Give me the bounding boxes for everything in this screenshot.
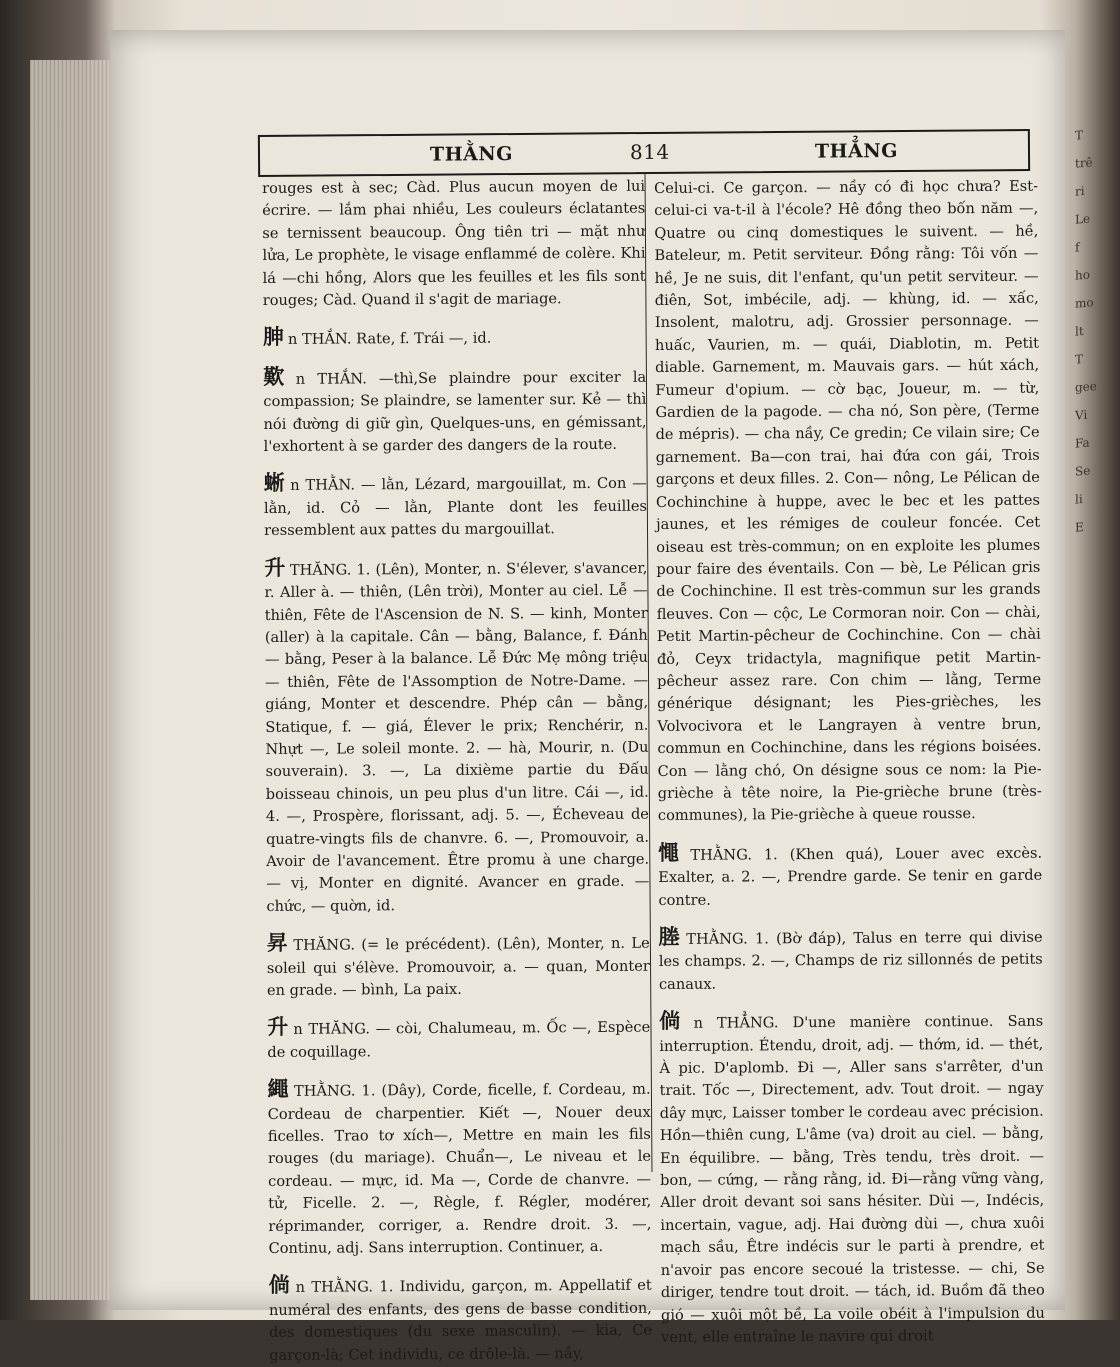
dictionary-entry	[658, 839, 1042, 912]
dictionary-entry	[267, 1076, 651, 1261]
dictionary-entry	[264, 470, 647, 543]
page-edges	[30, 60, 120, 1300]
entry-character: 升	[267, 1014, 290, 1040]
entry-character: 塍	[658, 923, 683, 949]
entry-text: n THẰNG. 1. Individu, garçon, m. Appellatif et numéral des enfants, des gens de basse condition, des domestiques (du sexe masculin). — kia, Ce garçon-là; Cet individu, ce drôle-là. — nầy,	[268, 1277, 653, 1364]
entry-text: rouges est à sec; Càd. Plus aucun moyen de lui écrire. — lắm phai nhiều, Les couleurs éclatantes se ternissent beaucoup. Ông tiên tri — mặt như lửa, Le prophète, le visage enflammé de colère. Khi lá —chi hồng, Alors que les feuilles et les fils sont rouges; Càd. Quand il s'agit de mariage.	[262, 177, 646, 310]
entry-character: 憴	[658, 839, 687, 865]
margin-fragment: Le	[1075, 211, 1091, 227]
entry-character: 歎	[263, 363, 292, 389]
entry-text: THẰNG. 1. (Khen quá), Louer avec excès. Exalter, a. 2. —, Prendre garde. Se tenir en garde contre.	[658, 844, 1043, 909]
entry-text: THẰNG. 1. (Dây), Corde, ficelle, f. Cordeau, m. Cordeau de charpentier. Kiết —, Nouer deux ficelles. Trao tơ xích—, Mettre en main les fils rouges (du mariage). Chuẩn—, Le niveau et le cordeau. — mực, id. Ma —, Corde de chanvre. — tử, Ficelle. 2. —, Règle, f. Régler, modérer, réprimander, corriger, a. Rendre droit. 3. —, Continu, adj. Sans interruption. Continuer, a.	[267, 1080, 652, 1258]
entry-text: THẰNG. 1. (Bờ đáp), Talus en terre qui divise les champs. 2. —, Champs de riz sillonnés de petits canaux.	[658, 928, 1043, 993]
dictionary-entry	[659, 924, 1043, 997]
dictionary-entry	[659, 1008, 1045, 1349]
entry-character: 昇	[266, 930, 290, 956]
entry-text: n THẮN. Rate, f. Trái —, id.	[287, 330, 492, 349]
dictionary-entry	[263, 364, 647, 459]
margin-fragment: ri	[1075, 183, 1085, 199]
entry-text: n THẲNG. D'une manière continue. Sans interruption. Étendu, droit, adj. — thớm, id. — thét, À pic. D'aplomb. Đi —, Aller sans s'arrêter, d'un trait. Tốc —, Directement, adv. Tout droit. — ngay dây mực, Laisser tomber le cordeau avec précision. Hồn—thiên cung, L'âme (va) droit au ciel. — bằng, En équilibre. — bằng, Très tendu, très droit. — bon, — cứng, — rằng rằng, id. Đi—rằng vững vàng, Aller droit devant soi sans hésiter. Dùi —, Indécis, incertain, vague, adj. Hai đường dùi —, chưa xuôi mạch sầu, Être indécis sur le parti à prendre, et n'avoir pas encore secoué la tristesse. — chi, Se diriger, tendre tout droit. — tách, id. Buồm đã theo gió — xuôi một bề, La voile obéit à l'impulsion du vent, elle entraîne le navire qui droit	[659, 1012, 1045, 1346]
margin-fragment: Vi	[1075, 407, 1088, 423]
margin-fragment: Se	[1075, 463, 1091, 479]
page-header	[258, 129, 1030, 177]
margin-fragment: lt	[1075, 323, 1084, 339]
page-number: 814	[629, 139, 670, 165]
margin-fragment: f	[1075, 240, 1080, 255]
margin-fragment: li	[1075, 492, 1083, 507]
entry-character: 升	[264, 554, 286, 580]
entry-character: 繩	[267, 1076, 291, 1102]
entry-text: n THẮN. —thì,Se plaindre pour exciter la compassion; Se plaindre, se lamenter sur. Kẻ — thì nói đường di giữ gìn, Quelques-uns, en gémissant, l'exhortent à se garder des dangers de la route.	[263, 368, 647, 456]
entry-text: Celui-ci. Ce garçon. — nầy có đi học chưa? Est-celui-ci va-t-il à l'école? Hê đồng theo bốn năm —, Quatre ou cinq domestiques le suivent. — hề, Bateleur, m. Petit serviteur. Đồng rằng: Tôi vốn — hề, Je ne suis, dit l'enfant, qu'un petit serviteur. — điên, Sot, imbécile, adj. — khùng, id. — xấc, Insolent, malotru, adj. Grossier personnage. — huấc, Vaurien, m. — quái, Diablotin, m. Petit diable. Garnement, m. Mauvais gars. — hút xách, Fumeur d'opium. — cờ bạc, Joueur, m. — từ, Gardien de la pagode. — cha nó, Son père, (Terme de mépris). — cha nầy, Ce gredin; Ce vilain sire; Ce garnement. Ba—con trai, hai đứa con gái, Trois garçons et deux filles. 2. Con— nông, Le Pélican de Cochinchine à huppe, avec le bec et les pattes jaunes, et les rémiges de couleur foncée. Cet oiseau est très-commun; on en exploite les plumes pour faire des éventails. Con — bè, Le Pélican gris de Cochinchine. Il est très-commun sur les grands fleuves. Con — cộc, Le Cormoran noir. Con — chài, Petit Martin-pêcheur de Cochinchine. Con — chài đỏ, Ceyx tridactyla, magnifique petit Martin-pêcheur assez rare. Con chim — lằng, Terme générique désignant; les Pies-grièches, les Volvocivora et le Langrayen à ventre brun, commun en Cochinchine, dans les régions boisées. Con — lằng chó, On désigne sous ce nom: la Pie-grièche à tête noire, la Pie-grièche brune (très-communes), la Pie-grièche à queue rousse.	[654, 177, 1042, 825]
margin-fragment: Fa	[1075, 435, 1090, 451]
entry-text: n THĂNG. — còi, Chalumeau, m. Ốc —, Espèce de coquillage.	[267, 1019, 651, 1061]
header-right-word: THẲNG	[814, 140, 899, 163]
right-column	[654, 176, 1045, 1350]
entry-character: 倘	[268, 1272, 292, 1298]
margin-fragment: trê	[1075, 155, 1093, 171]
margin-fragment: gee	[1075, 379, 1097, 395]
margin-fragment: mo	[1075, 295, 1094, 311]
entry-text: n THẰN. — lằn, Lézard, margouillat, m. Con — lằn, id. Cỏ — lằn, Plante dont les feuilles ressemblent aux pattes du margouillat.	[263, 475, 648, 540]
dictionary-entry	[262, 176, 646, 313]
facing-page-fragment	[1075, 118, 1120, 1221]
dictionary-entry	[267, 1014, 650, 1064]
dictionary-entry	[654, 176, 1042, 828]
left-column	[262, 176, 652, 1367]
entry-text: THĂNG. (= le précédent). (Lên), Monter, n. Le soleil qui s'élève. Promouvoir, a. — quan, Monter en grade. — bình, La paix.	[266, 934, 650, 999]
entry-character: 蜥	[263, 470, 287, 496]
margin-fragment: E	[1075, 519, 1084, 535]
entry-character: 胂	[262, 324, 285, 350]
dictionary-entry	[263, 324, 646, 352]
header-left-word: THẰNG	[429, 143, 514, 166]
entry-character: 倘	[659, 1008, 690, 1034]
entry-text: THĂNG. 1. (Lên), Monter, n. S'élever, s'avancer, r. Aller à. — thiên, (Lên trời), Monter au ciel. Lễ — thiên, Fête de l'Ascension de N. S. — kinh, Monter (aller) à la capitale. Cân — bằng, Balance, f. Đánh — bằng, Peser à la balance. Lễ Đức Mẹ mông triệu — thiên, Fête de l'Assomption de Notre-Dame. — giáng, Monter et descendre. Phép cân — bằng, Statique, f. — giá, Élever le prix; Renchérir, n. Nhựt —, Le soleil monte. 2. — hà, Mourir, n. (Du souverain). 3. —, La dixième partie du Đấu boisseau chinois, un peu plus d'un litre. Cái —, id. 4. —, Prospère, florissant, adj. 5. —, Écheveau de quatre-vingts fils de chanvre. 6. —, Promouvoir, a. Avoir de l'avancement. Être promu à une charge. — vị, Monter en dignité. Avancer en grade. — chức, — quờn, id.	[264, 559, 650, 915]
dictionary-entry	[264, 554, 649, 918]
margin-fragment: T	[1075, 352, 1084, 367]
margin-fragment: ho	[1075, 267, 1090, 283]
dictionary-entry	[267, 930, 650, 1003]
margin-fragment: T	[1075, 128, 1084, 143]
